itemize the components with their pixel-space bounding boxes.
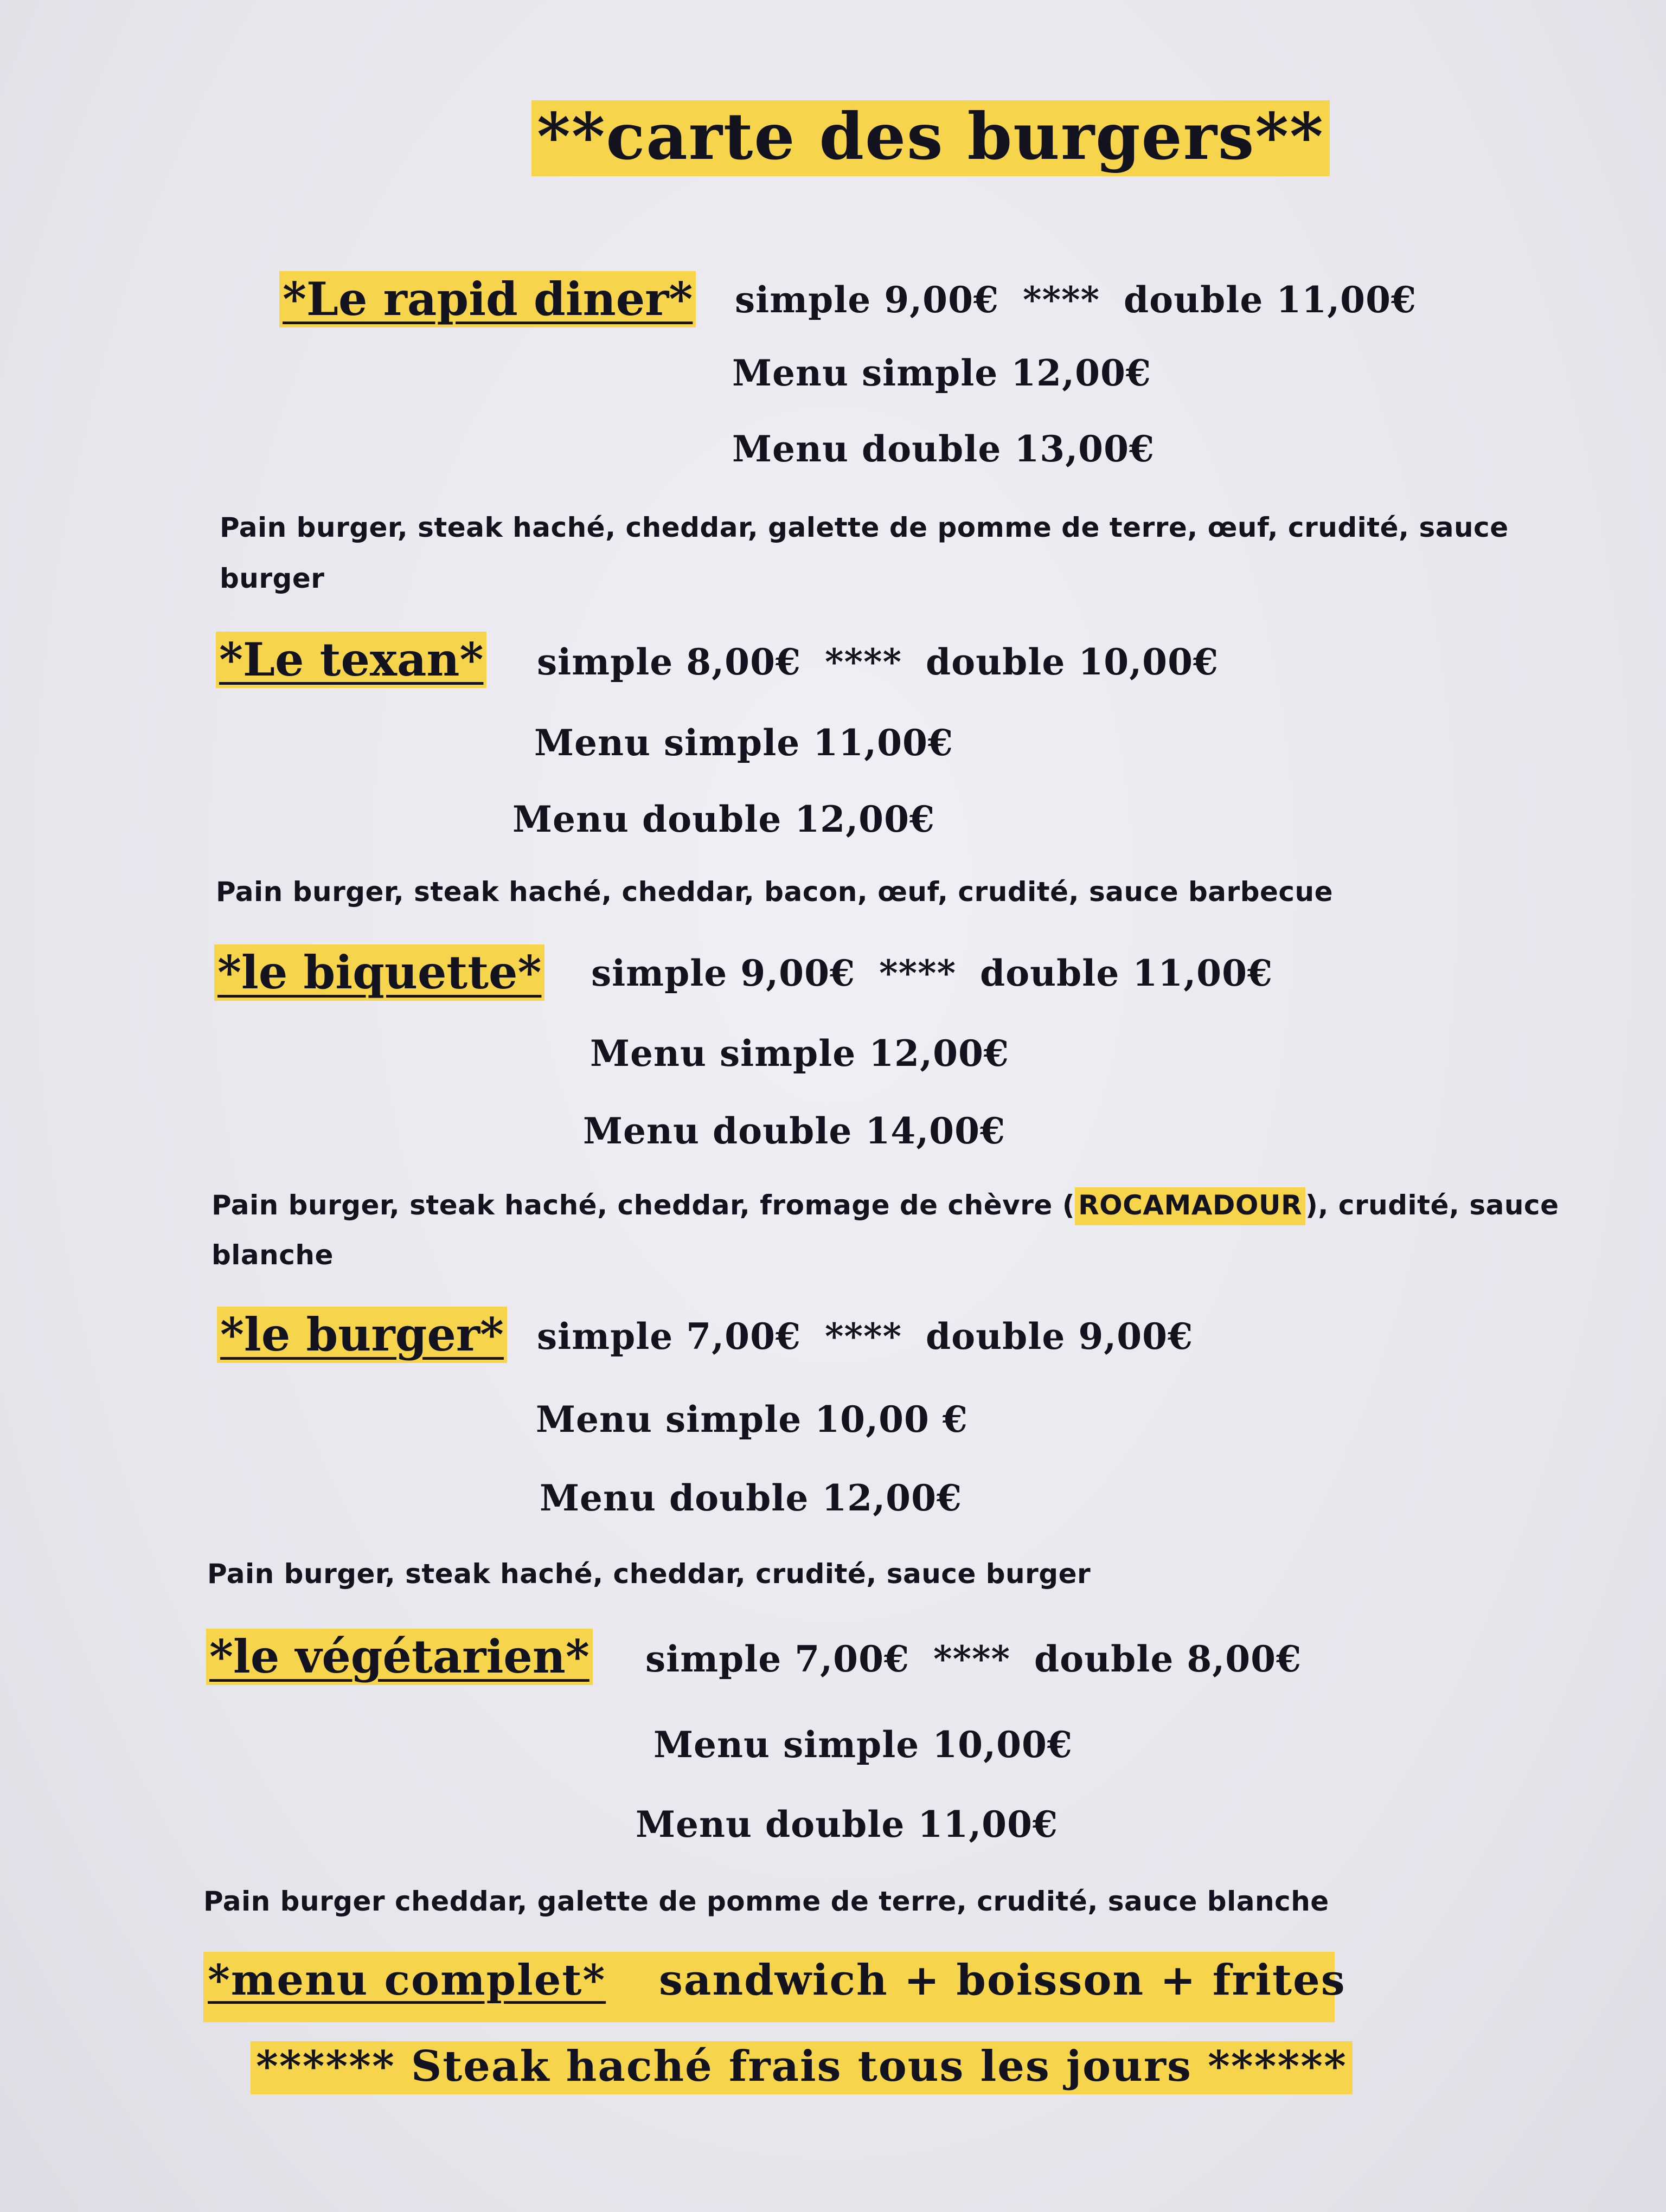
price-separator: **** (824, 641, 902, 683)
price-line-texan (537, 641, 1219, 683)
menu-double-burger: Menu double 12,00€ (540, 1477, 962, 1519)
burger-name-biquette: *le biquette* (214, 944, 544, 1001)
menu-double-biquette: Menu double 14,00€ (583, 1110, 1005, 1152)
description-vegetarien: Pain burger cheddar, galette de pomme de terre, crudité, sauce blanche (203, 1886, 1329, 1917)
price-simple: simple 7,00€ (645, 1638, 909, 1680)
description-texan: Pain burger, steak haché, cheddar, bacon, œuf, crudité, sauce barbecue (216, 876, 1334, 908)
price-line-rapid-diner (735, 279, 1417, 321)
price-simple: simple 9,00€ (591, 952, 855, 994)
description-burger: Pain burger, steak haché, cheddar, crudité, sauce burger (207, 1558, 1091, 1590)
highlight-rocamadour: ROCAMADOUR (1075, 1187, 1305, 1225)
price-simple: simple 7,00€ (537, 1315, 801, 1358)
price-double: double 10,00€ (926, 641, 1219, 683)
footer-banner: ****** Steak haché frais tous les jours ****** (251, 2041, 1353, 2094)
menu-complet-band (203, 1952, 1346, 2022)
price-separator: **** (824, 1315, 902, 1358)
price-double: double 9,00€ (926, 1315, 1194, 1358)
page-title: **carte des burgers** (531, 100, 1330, 176)
menu-simple-burger: Menu simple 10,00 € (536, 1398, 968, 1441)
menu-double-vegetarien: Menu double 11,00€ (636, 1803, 1058, 1846)
burger-name-texan: *Le texan* (216, 632, 486, 688)
menu-simple-biquette: Menu simple 12,00€ (590, 1032, 1009, 1075)
price-separator: **** (879, 952, 956, 994)
price-line-burger (537, 1315, 1194, 1358)
description-text: Pain burger, steak haché, cheddar, fromage de chèvre ( (212, 1189, 1075, 1221)
menu-simple-rapid-diner: Menu simple 12,00€ (732, 352, 1151, 394)
menu-complet-name: *menu complet* (208, 1956, 606, 2005)
price-double: double 8,00€ (1034, 1638, 1302, 1680)
price-separator: **** (1022, 279, 1100, 321)
price-simple: simple 9,00€ (735, 279, 999, 321)
price-double: double 11,00€ (1124, 279, 1417, 321)
price-double: double 11,00€ (980, 952, 1273, 994)
description-rapid-diner-line1: Pain burger, steak haché, cheddar, galette de pomme de terre, œuf, crudité, sauce (220, 512, 1509, 543)
burger-name-vegetarien: *le végétarien* (206, 1629, 593, 1685)
price-separator: **** (933, 1638, 1010, 1680)
price-simple: simple 8,00€ (537, 641, 801, 683)
price-line-vegetarien (645, 1638, 1302, 1680)
menu-double-texan: Menu double 12,00€ (512, 798, 935, 840)
description-rapid-diner-line2: burger (220, 563, 325, 594)
burger-name-rapid-diner: *Le rapid diner* (279, 271, 696, 327)
burger-name-burger: *le burger* (217, 1307, 507, 1363)
menu-simple-texan: Menu simple 11,00€ (534, 722, 953, 764)
description-biquette-line1 (212, 1189, 1559, 1221)
description-text: ), crudité, sauce (1305, 1189, 1559, 1221)
menu-simple-vegetarien: Menu simple 10,00€ (653, 1724, 1073, 1766)
menu-double-rapid-diner: Menu double 13,00€ (732, 428, 1155, 470)
menu-complet-text: sandwich + boisson + frites (659, 1956, 1346, 2005)
description-biquette-line2: blanche (212, 1239, 334, 1271)
price-line-biquette (591, 952, 1273, 994)
